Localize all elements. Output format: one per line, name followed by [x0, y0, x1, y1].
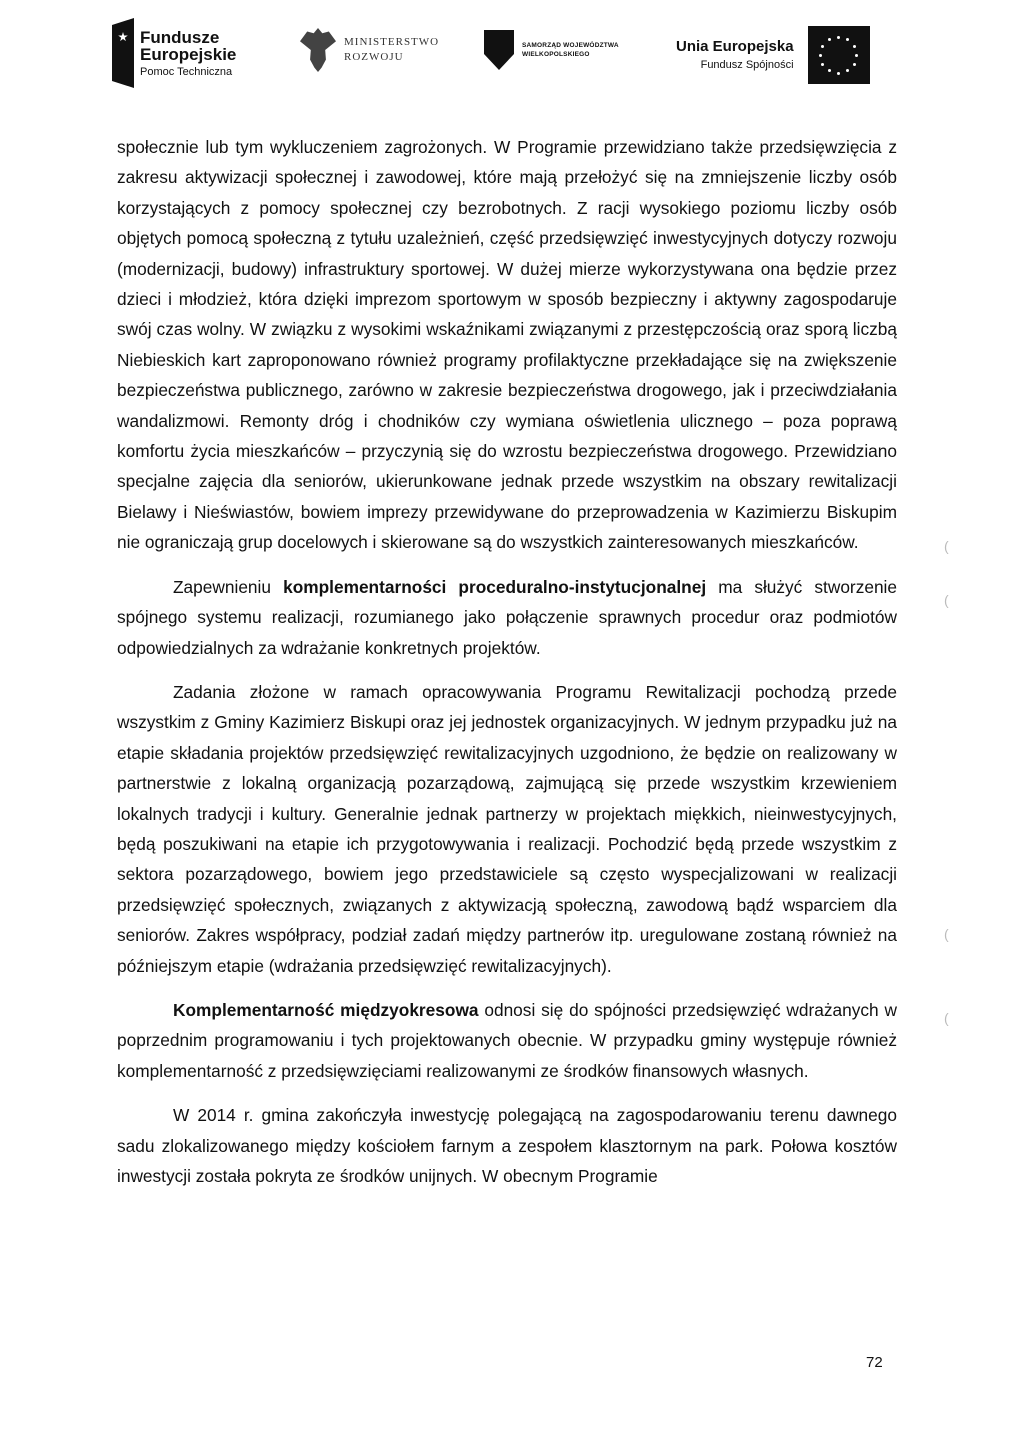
margin-mark: ( — [944, 926, 949, 942]
star-icon — [828, 38, 831, 41]
paragraph — [117, 677, 897, 981]
samorzad-line1: SAMORZĄD WOJEWÓDZTWA — [522, 41, 619, 49]
paragraph — [117, 995, 897, 1086]
star-icon — [846, 38, 849, 41]
star-icon — [855, 54, 858, 57]
bold-term: komplementarności proceduralno-instytucjonalnej — [283, 576, 707, 597]
page-header — [0, 0, 1024, 110]
ministry-line2: ROZWOJU — [344, 51, 404, 63]
fe-line1: Fundusze — [140, 27, 220, 47]
bold-term: Komplementarność międzyokresowa — [173, 999, 479, 1020]
paragraph-text: ma służyć stworzenie spójnego systemu realizacji, rozumianego jako połączenie sprawnych procedur oraz podmiotów odpowiedzialnych za wdrażanie konkretnych projektów. — [117, 576, 898, 658]
samorzad-logo — [484, 30, 619, 70]
paragraph-text: W 2014 r. gmina zakończyła inwestycję polegającą na zagospodarowaniu terenu dawnego sadu zlokalizowanego między kościołem farnym a zespołem klasztornym na park. Połowa kosztów inwestycji została pokryta ze środków unijnych. W obecnym Programie — [117, 1105, 897, 1186]
star-icon — [819, 54, 822, 57]
coat-of-arms-icon — [484, 30, 514, 70]
fe-line2: Europejskie — [140, 44, 237, 64]
eu-flag-icon — [808, 26, 870, 84]
page-number: 72 — [866, 1354, 883, 1371]
star-icon — [846, 69, 849, 72]
paragraph — [117, 1100, 897, 1191]
star-icon — [821, 63, 824, 66]
star-icon — [821, 45, 824, 48]
margin-mark: ( — [944, 592, 949, 608]
ue-line2: Fundusz Spójności — [700, 58, 794, 71]
ministry-line1: MINISTERSTWO — [344, 35, 440, 48]
unia-europejska-logo — [676, 26, 870, 84]
samorzad-line2: WIELKOPOLSKIEGO — [522, 51, 590, 58]
paragraph — [117, 572, 897, 663]
paragraph-text: Zadania złożone w ramach opracowywania Programu Rewitalizacji pochodzą przede wszystkim z Gminy Kazimierz Biskupi oraz jej jednostek organizacyjnych. W jednym przypadku już na etapie składania projektów przedsięwzięć rewitalizacyjnych uzgodniono, że będzie on realizowany w partnerstwie z lokalną organizacją pozarządową, zajmującą się przede wszystkim krzewieniem lokalnych tradycji i kultury. Generalnie jednak partnerzy w projektach miękkich, nieinwestycyjnych, będą poszukiwani na etapie ich przygotowywania i realizacji. Pochodzić będą przede wszystkim z sektora pozarządowego, bowiem jego przedstawiciele są często wyspecjalizowani w realizacji przedsięwzięć społecznych, związanych z aktywizacją społeczną, zawodową bądź wsparciem dla seniorów. Zakres współpracy, podział zadań między partnerów itp. uregulowane zostaną również na późniejszym etapie (wdrażania przedsięwzięć rewitalizacyjnych). — [117, 681, 897, 976]
star-icon — [853, 45, 856, 48]
paragraph-text: odnosi się do spójności przedsięwzięć wdrażanych w poprzednim programowaniu i tych projektowanych obecnie. W przypadku gminy występuje również komplementarność z przedsięwzięciami realizowanymi ze środków finansowych własnych. — [117, 999, 897, 1081]
star-icon — [828, 69, 831, 72]
fundusze-europejskie-logo — [112, 18, 236, 88]
eagle-emblem-icon — [300, 28, 336, 72]
star-icon — [837, 72, 840, 75]
margin-mark: ( — [944, 538, 949, 554]
paragraph — [117, 132, 897, 558]
fe-flag-icon — [112, 18, 134, 88]
fe-line3: Pomoc Techniczna — [140, 65, 233, 78]
ue-line1: Unia Europejska — [676, 38, 794, 56]
ministry-logo — [300, 28, 439, 72]
star-icon — [837, 36, 840, 39]
margin-mark: ( — [944, 1010, 949, 1026]
star-icon — [853, 63, 856, 66]
paragraph-text: społecznie lub tym wykluczeniem zagrożonych. W Programie przewidziano także przedsięwzięcia z zakresu aktywizacji społecznej i zawodowej, które mają przełożyć się na zmniejszenie liczby osób korzystających z pomocy społecznej czy bezrobotnych. Z racji wysokiego poziomu liczby osób objętych pomocą społeczną z tytułu uzależnień, część przedsięwzięć inwestycyjnych dotyczy rozwoju (modernizacji, budowy) infrastruktury sportowej. W dużej mierze wykorzystywana ona będzie przez dzieci i młodzież, która dzięki imprezom sportowym w sposób bezpieczny i aktywny zagospodaruje swój czas wolny. W związku z wysokimi wskaźnikami związanymi z przestępczością oraz sporą liczbą Niebieskich kart zaproponowano również programy profilaktyczne przekładające się na zwiększenie bezpieczeństwa publicznego, zarówno w zakresie bezpieczeństwa drogowego, jak i przeciwdziałania wandalizmowi. Remonty dróg i chodników czy wymiana oświetlenia ulicznego – poza poprawą komfortu życia mieszkańców – przyczynią się do wzrostu bezpieczeństwa drogowego. Przewidziano specjalne zajęcia dla seniorów, ukierunkowane jednak przede wszystkim na obszary rewitalizacji Bielawy i Nieświastów, bowiem imprezy przewidywane do przeprowadzenia w Kazimierzu Biskupim nie ograniczają grup docelowych i skierowane są do wszystkich zainteresowanych mieszkańców. — [117, 137, 897, 553]
paragraph-text: Zapewnieniu — [173, 576, 284, 597]
document-body — [117, 132, 897, 1205]
